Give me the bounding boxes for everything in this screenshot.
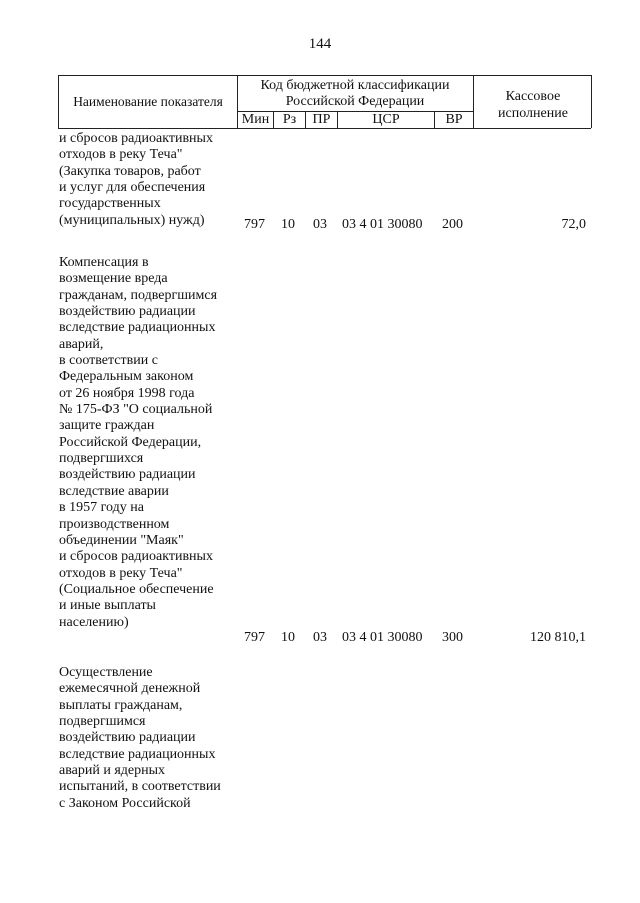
row-pr: 03 [313, 217, 327, 232]
header-rz: Рз [282, 112, 297, 127]
row-description: Компенсация в возмещение вреда гражданам, подвергшимся воздействию радиации вследствие радиационных аварий, в соответствии с Федеральным законом от 26 ноября 1998 года № 175-ФЗ "О социальной защите граждан Российской Федерации, подвергшихся воздействию радиации вследствие аварии в 1957 году на производственном объединении "Маяк" и сбросов радиоактивных отходов в реку Теча" (Социальное обеспечение и иные выплаты населению) [59, 255, 218, 630]
row-pr: 03 [313, 630, 327, 645]
header-code-group: Код бюджетной классификации Российской Федерации [260, 78, 450, 109]
row-vr: 200 [442, 217, 463, 232]
row-csr: 03 4 01 30080 [342, 217, 423, 232]
header-pr: ПР [312, 112, 331, 127]
row-rz: 10 [281, 217, 295, 232]
header-min: Мин [241, 112, 270, 127]
row-amount: 120 810,1 [530, 630, 586, 645]
row-vr: 300 [442, 630, 463, 645]
header-name: Наименование показателя [73, 94, 223, 109]
page-number: 144 [308, 36, 332, 52]
row-min: 797 [244, 217, 265, 232]
row-rz: 10 [281, 630, 295, 645]
row-description: и сбросов радиоактивных отходов в реку Теча" (Закупка товаров, работ и услуг для обеспечения государственных (муниципальных) нужд) [59, 131, 213, 228]
header-execution: Кассовое исполнение [498, 89, 568, 121]
row-description: Осуществление ежемесячной денежной выплаты гражданам, подвергшимся воздействию радиации вследствие радиационных аварий и ядерных испытаний, в соответствии с Законом Российской [59, 665, 221, 811]
row-amount: 72,0 [561, 217, 586, 232]
header-csr: ЦСР [372, 112, 400, 127]
header-vr: ВР [445, 112, 463, 127]
row-csr: 03 4 01 30080 [342, 630, 423, 645]
row-min: 797 [244, 630, 265, 645]
